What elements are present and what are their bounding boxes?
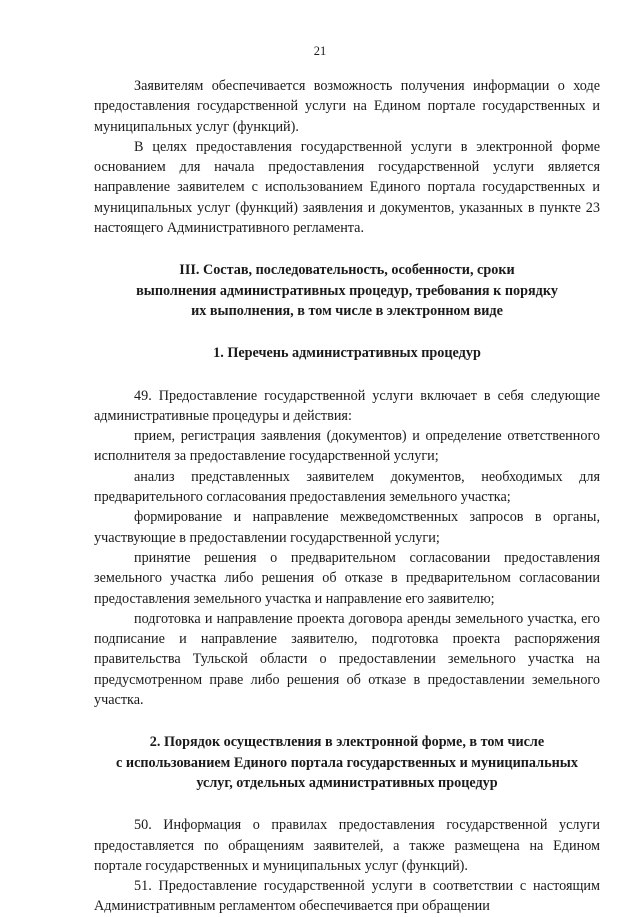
subsection-1-title: 1. Перечень административных процедур [213,345,481,362]
procedure-item: анализ представленных заявителем документов, необходимых для предварительного согласования предоставления земельного участка; [94,468,600,506]
paragraph-50: 50. Информация о правилах предоставления государственной услуги предоставляется по обращениям заявителей, а также размещена на Едином портале государственных и муниципальных услуг (функций). [94,817,600,874]
subsection-2-title-line-3: услуг, отдельных административных процедур [196,774,498,791]
subsection-2-title-line-1: 2. Порядок осуществления в электронной форме, в том числе [149,734,545,751]
paragraph-49: 49. Предоставление государственной услуги включает в себя следующие административные процедуры и действия: [94,387,600,424]
subsection-2-title-line-2: с использованием Единого портала государственных и муниципальных [116,754,578,771]
section-3-title-line-3: их выполнения, в том числе в электронном виде [191,302,503,319]
procedure-item: формирование и направление межведомственных запросов в органы, участвующие в предоставлении государственной услуги; [94,509,600,546]
procedure-item: прием, регистрация заявления (документов) и определение ответственного исполнителя за предоставление государственной услуги; [94,428,600,465]
document-body [94,76,600,917]
intro-paragraph-1: Заявителям обеспечивается возможность получения информации о ходе предоставления государственной услуги на Едином портале государственных и муниципальных услуг (функций). [94,78,600,135]
section-3-title-line-1: III. Состав, последовательность, особенности, сроки [179,262,515,279]
paragraph-51: 51. Предоставление государственной услуги в соответствии с настоящим Административным регламентом обеспечивается при обращении [94,878,600,915]
section-3-title-line-2: выполнения административных процедур, требования к порядку [136,282,558,299]
subsection-2-title [94,732,600,793]
procedure-item: принятие решения о предварительном согласовании предоставления земельного участка либо решения об отказе в предварительном согласовании предоставления земельного участка и направление его заявителю; [94,549,600,607]
intro-paragraph-2: В целях предоставления государственной услуги в электронной форме основанием для начала предоставления государственной услуги является направление заявителем с использованием Единого портала государственных и муниципальных услуг (функций) заявления и документов, указанных в пункте 23 настоящего Административного регламента. [94,138,600,237]
procedure-item: подготовка и направление проекта договора аренды земельного участка, его подписание и направление заявителю, подготовка проекта распоряжения правительства Тульской области о предоставлении земельного участка на предусмотренном праве либо решения об отказе в предоставлении земельного участка. [94,610,600,709]
page-number: 21 [313,44,327,58]
section-3-title [94,260,600,321]
